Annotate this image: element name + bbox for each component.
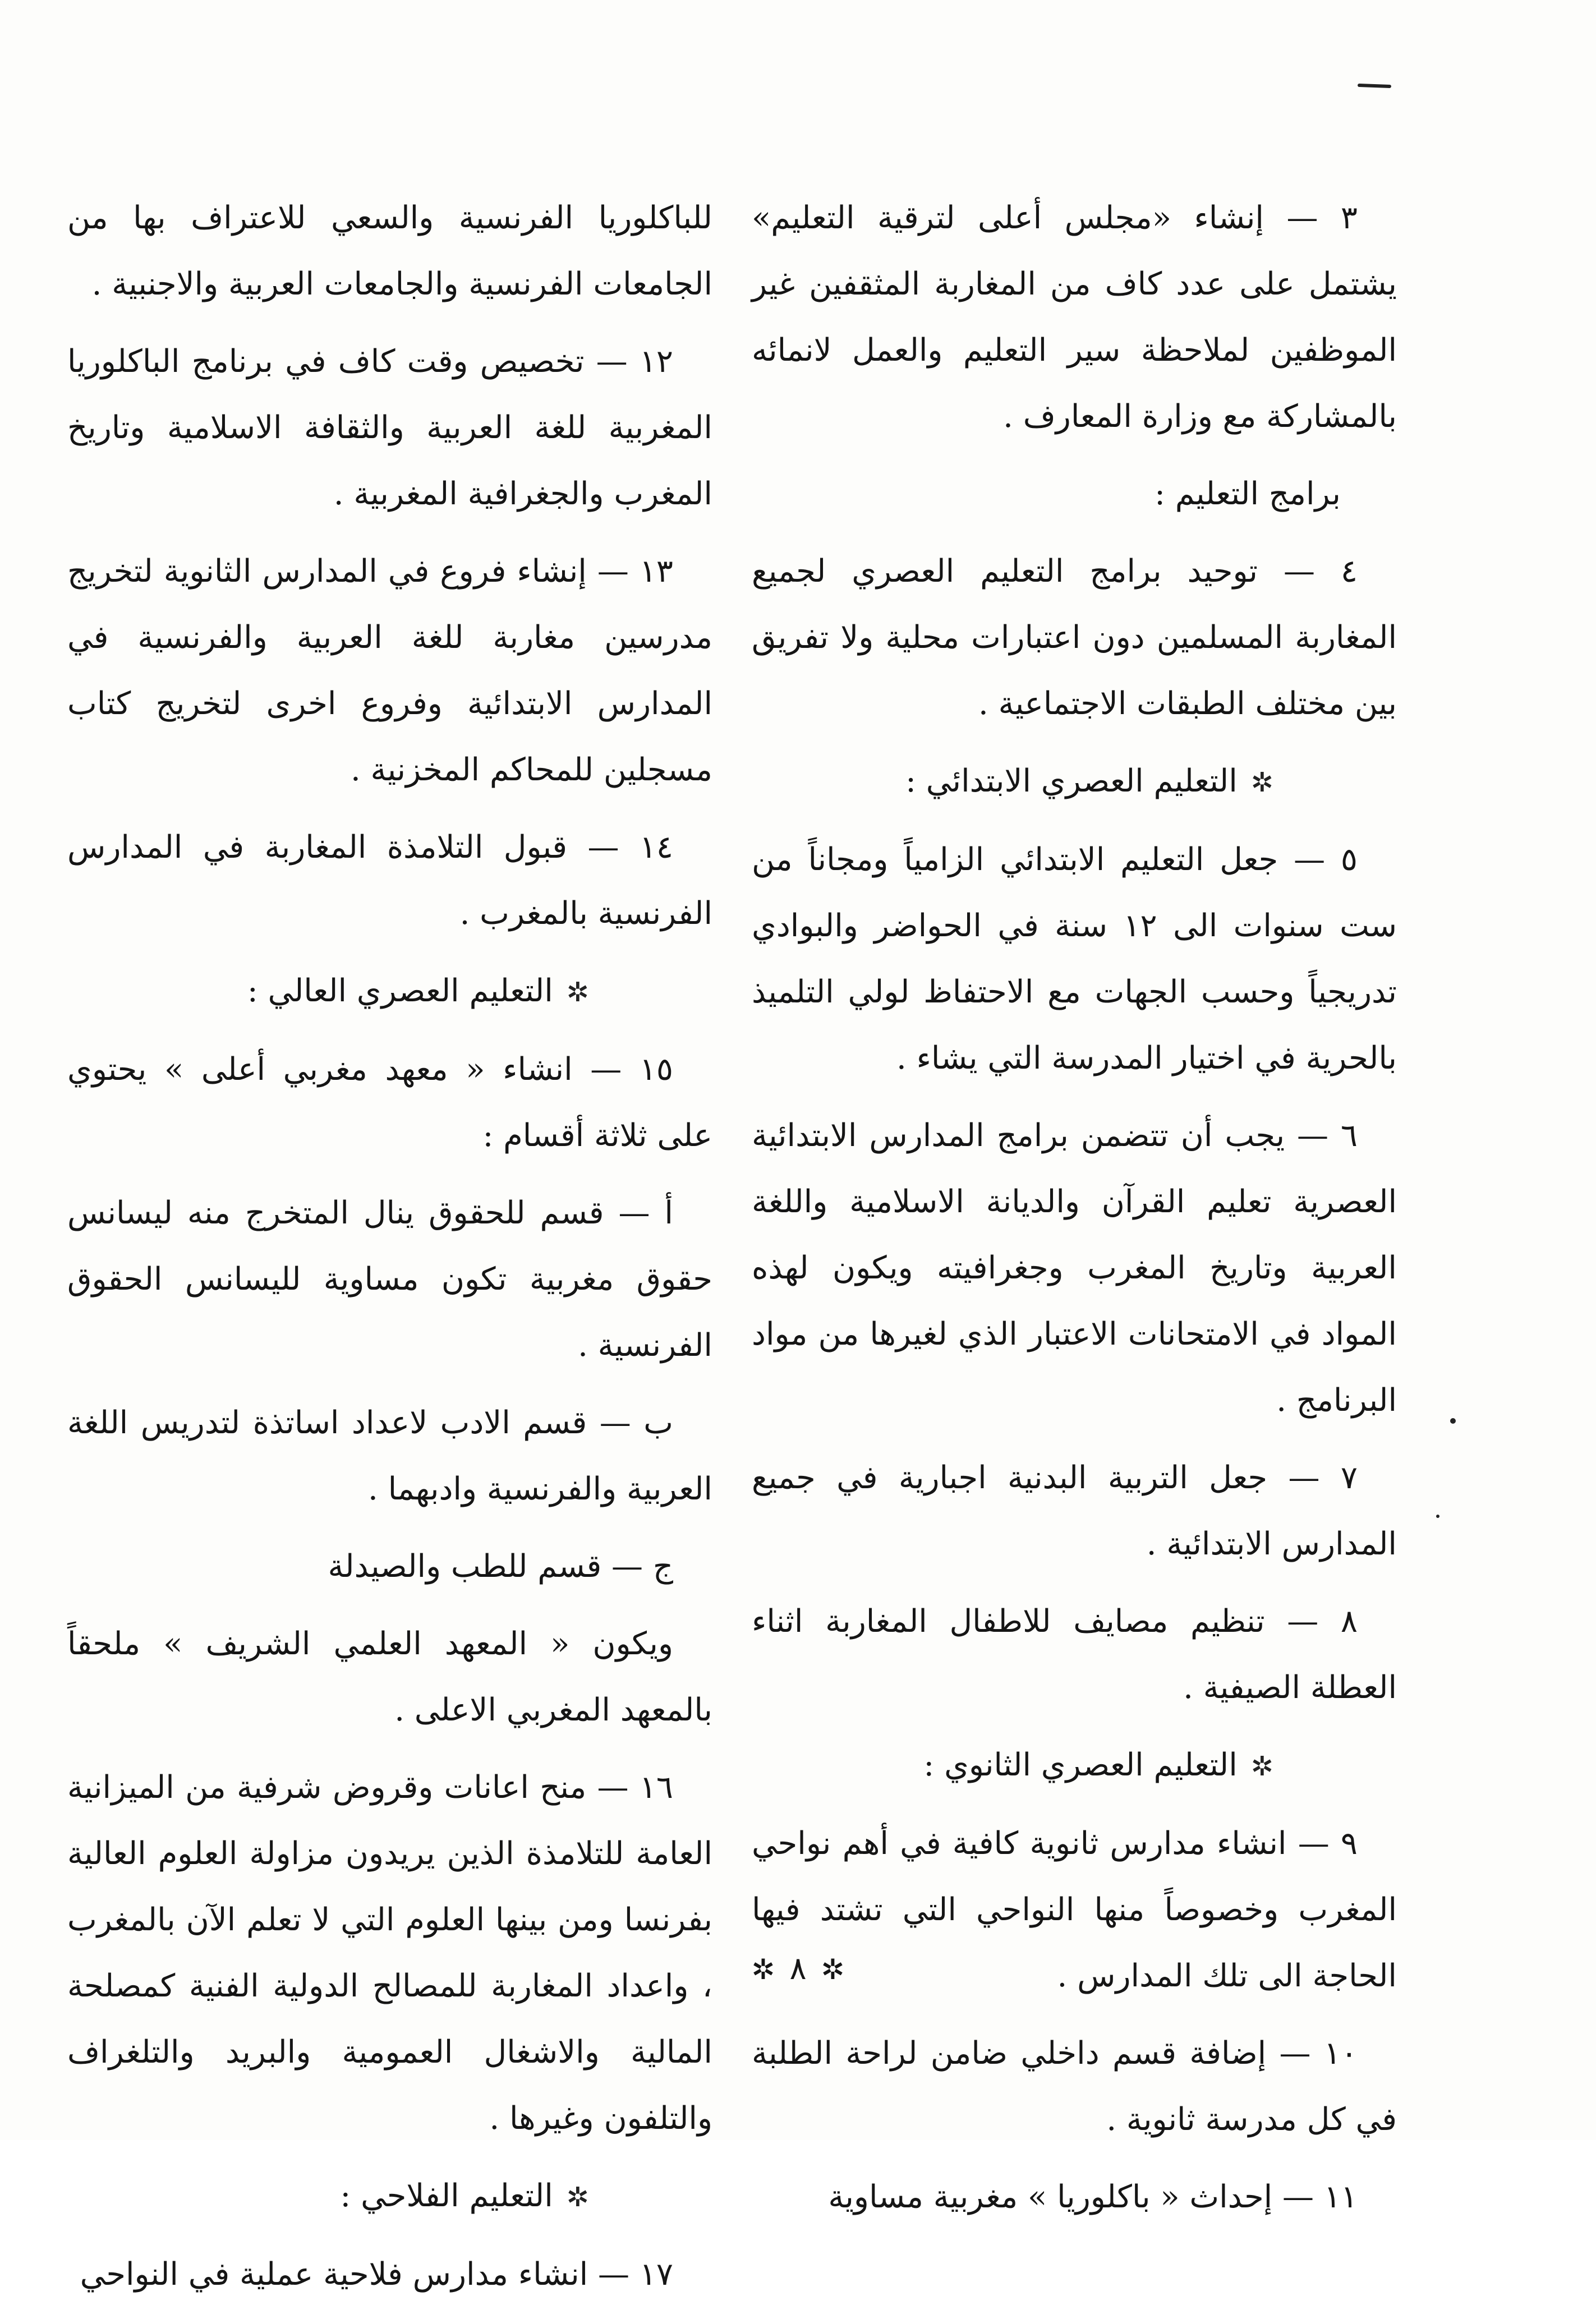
right-column (752, 185, 1397, 2242)
item-14: ١٤ — قبول التلامذة المغاربة في المدارس الفرنسية بالمغرب . (67, 829, 712, 932)
item-8: ٨ — تنظيم مصايف للاطفال المغاربة اثناء العطلة الصيفية . (752, 1603, 1397, 1706)
item-15-c: ج — قسم للطب والصيدلة (328, 1548, 673, 1585)
section-heading-programs: برامج التعليم : (1155, 476, 1341, 512)
star-ornament-icon: ✲ (1250, 1751, 1273, 1782)
page-number: ٨ (789, 1950, 807, 1987)
item-9: ٩ — انشاء مدارس ثانوية كافية في أهم نواحي المغرب وخصوصاً منها النواحي التي تشتد فيها الحاجة الى تلك المدارس . (752, 1825, 1397, 1994)
star-ornament-icon: ✲ (566, 2182, 589, 2213)
star-ornament-icon: ✲ (751, 1953, 775, 1986)
star-ornament-icon: ✲ (566, 977, 589, 1008)
scan-speck (1436, 1515, 1439, 1518)
item-15-a: أ — قسم للحقوق ينال المتخرج منه ليسانس حقوق مغربية تكون مساوية لليسانس الحقوق الفرنسية . (67, 1195, 712, 1364)
section-heading-agricultural (67, 2163, 712, 2230)
top-scan-mark (1358, 84, 1391, 88)
item-15-b: ب — قسم الادب لاعداد اساتذة لتدريس اللغة العربية والفرنسية وادبهما . (67, 1405, 712, 1507)
star-ornament-icon: ✲ (1250, 767, 1273, 798)
heading-text: التعليم العصري الابتدائي : (905, 763, 1238, 799)
item-5: ٥ — جعل التعليم الابتدائي الزامياً ومجاناً من ست سنوات الى ١٢ سنة في الحواضر والبوادي تدريجياً وحسب الجهات مع الاحتفاظ لولي التلميذ بالحرية في اختيار المدرسة التي يشاء . (752, 841, 1397, 1076)
item-15-note: ويكون « المعهد العلمي الشريف » ملحقاً بالمعهد المغربي الاعلى . (67, 1626, 712, 1728)
heading-text: التعليم الفلاحي : (340, 2178, 553, 2214)
item-11-continuation: للباكلوريا الفرنسية والسعي للاعتراف بها من الجامعات الفرنسية والجامعات العربية والاجنبية . (67, 200, 712, 302)
item-12: ١٢ — تخصيص وقت كاف في برنامج الباكلوريا المغربية للغة العربية والثقافة الاسلامية وتاريخ المغرب والجغرافية المغربية . (67, 343, 712, 512)
page-footer (0, 1947, 1596, 1992)
item-10: ١٠ — إضافة قسم داخلي ضامن لراحة الطلبة في كل مدرسة ثانوية . (752, 2035, 1397, 2138)
item-4: ٤ — توحيد برامج التعليم العصري لجميع المغاربة المسلمين دون اعتبارات محلية ولا تفريق بين مختلف الطبقات الاجتماعية . (752, 553, 1397, 722)
section-heading-higher (67, 958, 712, 1025)
heading-text: التعليم العصري الثانوي : (923, 1747, 1238, 1783)
item-15: ١٥ — انشاء « معهد مغربي أعلى » يحتوي على ثلاثة أقسام : (67, 1051, 712, 1154)
section-heading-primary (752, 748, 1397, 816)
item-13: ١٣ — إنشاء فروع في المدارس الثانوية لتخريج مدرسين مغاربة للغة العربية والفرنسية في المدارس الابتدائية وفروع اخرى لتخريج كتاب مسجلين للمحاكم المخزنية . (67, 553, 712, 788)
item-11: ١١ — إحداث « باكلوريا » مغربية مساوية (828, 2179, 1358, 2215)
item-16: ١٦ — منح اعانات وقروض شرفية من الميزانية العامة للتلامذة الذين يريدون مزاولة العلوم العالية بفرنسا ومن بينها العلوم التي لا تعلم الآن بالمغرب ، واعداد المغاربة للمصالح الدولية الفنية كمصلحة المالية والاشغال العمومية والبريد والتلغراف والتلفون وغيرها . (67, 1769, 712, 2137)
item-7: ٧ — جعل التربية البدنية اجبارية في جميع المدارس الابتدائية . (752, 1460, 1397, 1562)
left-column (67, 185, 712, 2319)
heading-text: التعليم العصري العالي : (247, 973, 553, 1009)
item-17: ١٧ — انشاء مدارس فلاحية عملية في النواحي (80, 2256, 673, 2293)
scan-speck (1450, 1418, 1456, 1424)
item-3: ٣ — إنشاء «مجلس أعلى لترقية التعليم» يشتمل على عدد كاف من المغاربة المثقفين غير الموظفين لملاحظة سير التعليم والعمل لانمائه بالمشاركة مع وزارة المعارف . (752, 200, 1397, 435)
section-heading-secondary (752, 1732, 1397, 1800)
star-ornament-icon: ✲ (821, 1953, 845, 1986)
item-6: ٦ — يجب أن تتضمن برامج المدارس الابتدائية العصرية تعليم القرآن والديانة الاسلامية واللغة العربية وتاريخ المغرب وجغرافيته ويكون لهذه المواد في الامتحانات الاعتبار الذي لغيرها من مواد البرنامج . (752, 1117, 1397, 1419)
